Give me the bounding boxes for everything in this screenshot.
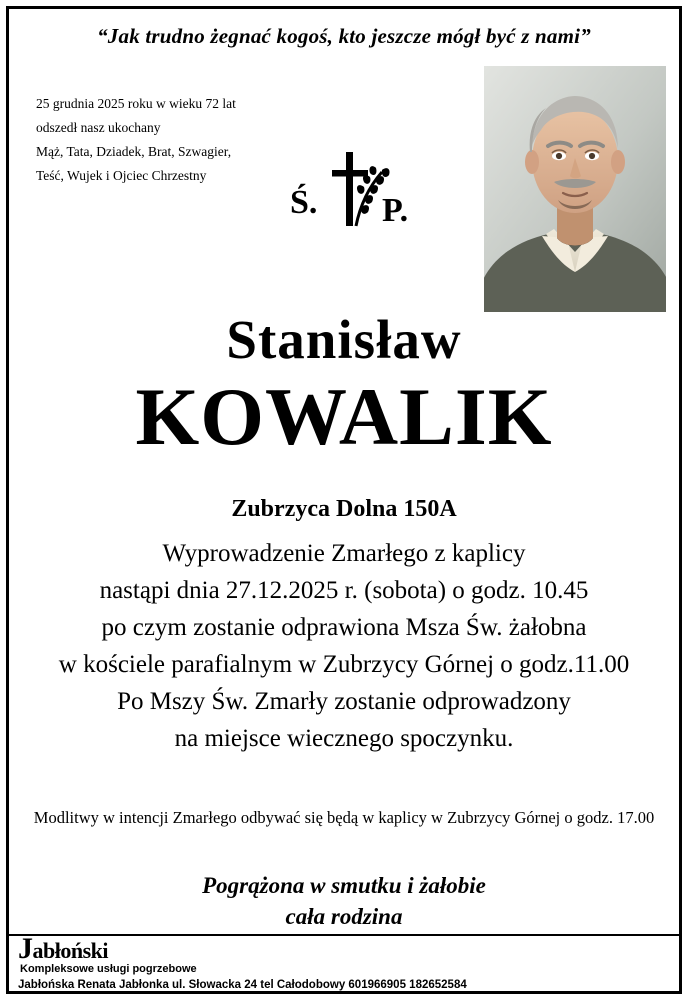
ceremony-line: Wyprowadzenie Zmarłego z kaplicy xyxy=(162,540,526,567)
prayer-note: Modlitwy w intencji Zmarłego odbywać się będą w kaplicy w Zubrzycy Górnej o godz. 17.00 xyxy=(33,808,655,827)
ceremony-details xyxy=(0,535,688,757)
company-logo xyxy=(18,932,670,965)
portrait-photo xyxy=(484,66,666,312)
footer-divider xyxy=(9,934,679,936)
ceremony-line: nastąpi dnia 27.12.2025 r. (sobota) o godz. 10.45 xyxy=(99,577,589,604)
ceremony-line: Po Mszy Św. Zmarły zostanie odprowadzony xyxy=(117,688,571,715)
company-contact: Jabłońska Renata Jabłonka ul. Słowacka 24 tel Całodobowy 601966905 182652584 xyxy=(18,979,467,991)
portrait-image xyxy=(484,66,666,312)
footer xyxy=(18,932,670,992)
family-line: Pogrążona w smutku i żałobie xyxy=(202,873,486,898)
ceremony-line: w kościele parafialnym w Zubrzycy Górnej o godz.11.00 xyxy=(58,651,630,678)
sp-right-letter: P. xyxy=(382,192,409,229)
cross-and-wheat-icon xyxy=(290,140,420,240)
intro-line: 25 grudnia 2025 roku w wieku 72 lat xyxy=(36,96,236,111)
intro-text xyxy=(36,92,276,188)
logo-initial: J xyxy=(18,932,33,965)
logo-rest: abłoński xyxy=(32,938,108,963)
family-signature xyxy=(0,870,688,932)
first-name: Stanisław xyxy=(226,309,462,370)
ceremony-line: po czym zostanie odprawiona Msza Św. żałobna xyxy=(101,614,587,641)
company-tagline: Kompleksowe usługi pogrzebowe xyxy=(20,963,197,975)
sp-left-letter: Ś. xyxy=(290,184,318,221)
family-line: cała rodzina xyxy=(285,904,403,929)
last-name: KOWALIK xyxy=(135,371,553,462)
intro-line: Mąż, Tata, Dziadek, Brat, Szwagier, xyxy=(36,144,232,159)
memorial-quote: “Jak trudno żegnać kogoś, kto jeszcze mógł być z nami” xyxy=(97,24,591,48)
address-line: Zubrzyca Dolna 150A xyxy=(231,496,457,522)
intro-line: Teść, Wujek i Ojciec Chrzestny xyxy=(36,168,207,183)
sp-emblem xyxy=(290,140,420,240)
intro-line: odszedł nasz ukochany xyxy=(36,120,161,135)
ceremony-line: na miejsce wiecznego spoczynku. xyxy=(174,725,514,752)
